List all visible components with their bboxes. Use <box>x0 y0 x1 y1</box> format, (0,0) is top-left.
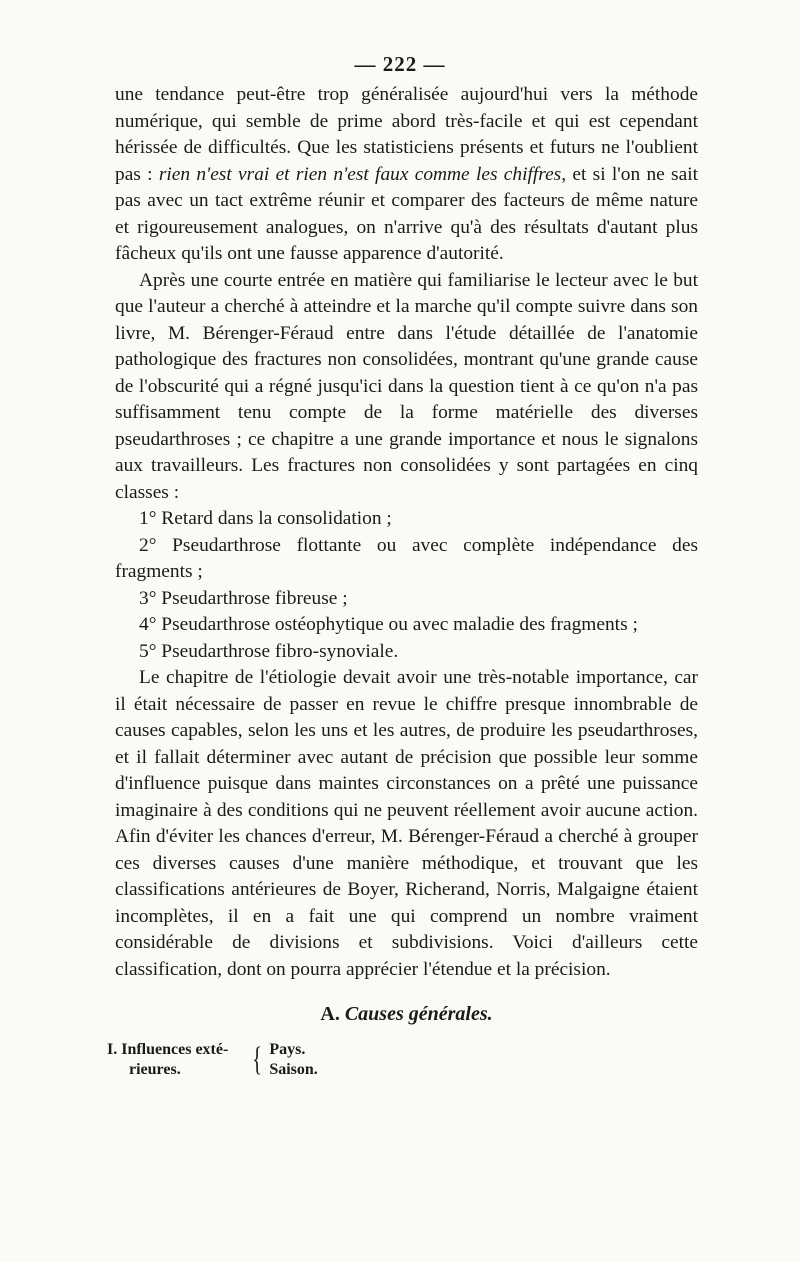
classification-table <box>107 1040 698 1080</box>
class-item-5: 5° Pseudarthrose fibro-synoviale. <box>139 640 399 662</box>
section-heading <box>115 1001 698 1028</box>
page-body <box>107 82 698 1080</box>
paragraph-3: Le chapitre de l'étiologie devait avoir une très-notable importance, car il était nécessaire de passer en revue le chiffre presque innombrable de causes capables, selon les uns et les autres, de produire les pseudarthroses, et il fallait déterminer avec autant de précision que possible leur somme d'influence puisque dans maintes circonstances on a prêté une puissance imaginaire à des conditions qui ne peuvent réellement avoir aucune action. Afin d'éviter les chances d'erreur, M. Bérenger-Féraud a cherché à grouper ces diverses causes d'une manière méthodique, et trouvant que les classifications antérieures de Boyer, Richerand, Norris, Malgaigne étaient incomplètes, il en a fait une qui comprend un nombre vraiment considérable de divisions et subdivisions. Voici d'ailleurs cette classification, dont on pourra apprécier l'étendue et la précision. <box>115 667 698 980</box>
paragraph-1-italic-quote: rien n'est vrai et rien n'est faux comme les chiffres, <box>158 163 567 185</box>
paragraph-1-text-b: et si l'on ne sait pas avec un tact extrême réunir et comparer des facteurs de même nature et rigoureusement analogues, on n'arrive qu'à des résultats d'autant plus fâcheux qu'ils ont une fausse apparence d'autorité. <box>115 163 698 264</box>
table-row-label <box>107 1040 247 1080</box>
section-title: Causes générales. <box>344 1003 493 1025</box>
brace-icon: { <box>252 1040 263 1078</box>
table-items <box>269 1040 317 1080</box>
paragraph-2: Après une courte entrée en matière qui familiarise le lecteur avec le but que l'auteur a cherché à atteindre et la marche qu'il compte suivre dans son livre, M. Bérenger-Féraud entre dans l'étude détaillée de l'anatomie pathologique des fractures non consolidées, montrant qu'une grande cause de l'obscurité qui a régné jusqu'ici dans la question tient à ce qu'on n'a pas suffisamment tenu compte de la forme matérielle des diverses pseudarthroses ; ce chapitre a une grande importance et nous le signalons aux travailleurs. Les fractures non consolidées y sont partagées en cinq classes : <box>115 269 698 503</box>
class-item-3: 3° Pseudarthrose fibreuse ; <box>139 587 348 609</box>
class-item-1: 1° Retard dans la consolidation ; <box>139 508 392 529</box>
class-item-4: 4° Pseudarthrose ostéophytique ou avec maladie des fragments ; <box>139 614 638 635</box>
row-label-line-2: rieures. <box>129 1060 181 1078</box>
page-number: — 222 — <box>354 52 446 76</box>
row-label-line-1: I. Influences exté- <box>107 1040 229 1058</box>
table-item-2: Saison. <box>269 1060 318 1078</box>
class-item-2: 2° Pseudarthrose flottante ou avec complète indépendance des fragments ; <box>115 534 698 582</box>
paragraph-1 <box>115 82 698 268</box>
paragraph-1-text-a: une tendance peut-être trop généralisée aujourd'hui vers la méthode numérique, qui semble de prime abord très-facile et qui est cependant hérissée de difficultés. Que les statisticiens présents et futurs ne l'oublient pas : <box>115 84 698 185</box>
section-letter: A. <box>320 1003 340 1025</box>
table-item-1: Pays. <box>269 1040 306 1058</box>
